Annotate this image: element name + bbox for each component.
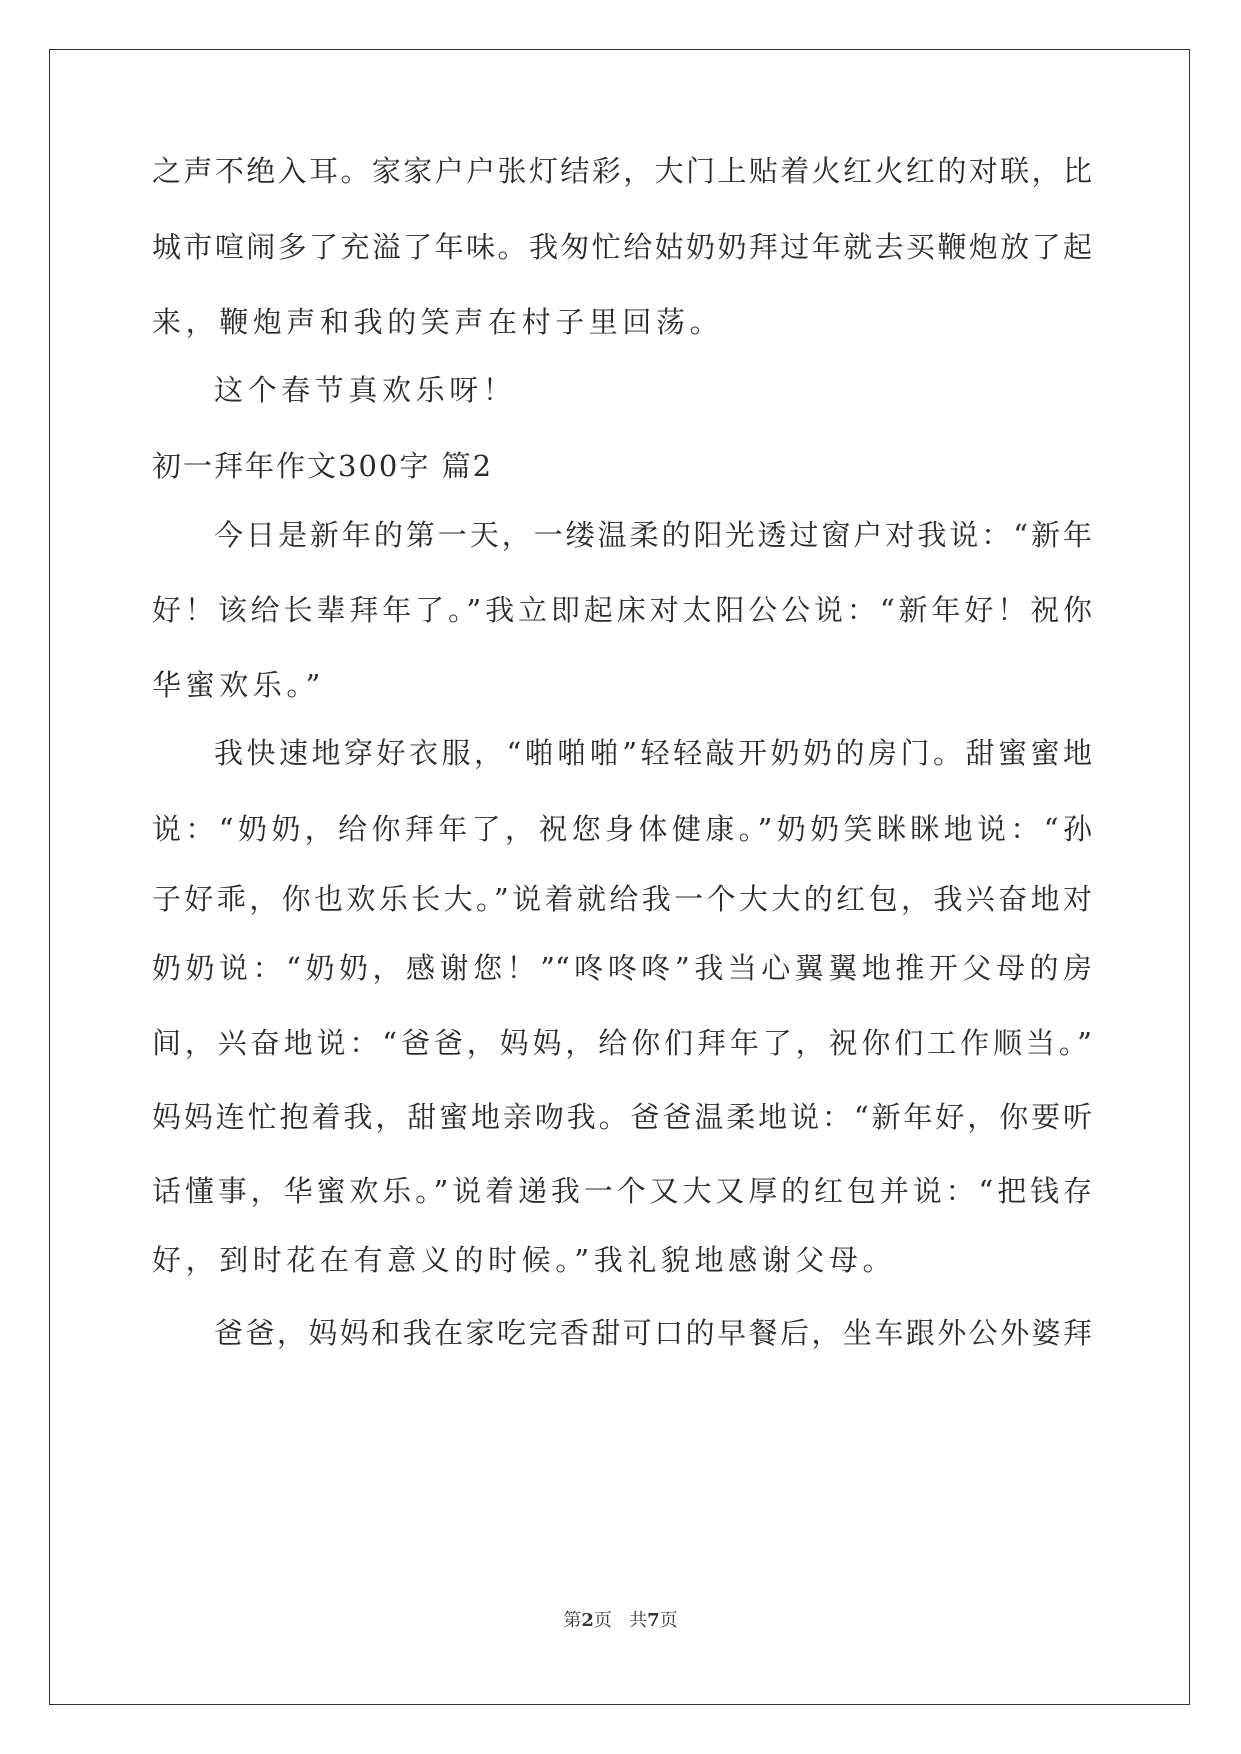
- body-line: 话懂事，华蜜欢乐。”说着递我一个又大又厚的红包并说：“把钱存: [152, 1174, 1092, 1208]
- section-heading: 初一拜年作文300字 篇2: [152, 449, 494, 483]
- body-line: 这个春节真欢乐呀！: [214, 373, 517, 407]
- body-line: 妈妈连忙抱着我，甜蜜地亲吻我。爸爸温柔地说：“新年好，你要听: [152, 1100, 1092, 1134]
- page-border: [49, 49, 1190, 1705]
- total-suffix: 页: [659, 1610, 678, 1631]
- page-prefix: 第: [563, 1610, 582, 1631]
- body-line: 我快速地穿好衣服，“啪啪啪”轻轻敲开奶奶的房门。甜蜜蜜地: [214, 736, 1092, 770]
- body-line: 间，兴奋地说：“爸爸，妈妈，给你们拜年了，祝你们工作顺当。”: [152, 1026, 1092, 1060]
- current-page-number: 2: [581, 1610, 594, 1631]
- body-line: 好，到时花在有意义的时候。”我礼貌地感谢父母。: [152, 1243, 897, 1277]
- body-line: 说：“奶奶，给你拜年了，祝您身体健康。”奶奶笑眯眯地说：“孙: [152, 812, 1092, 846]
- body-line: 爸爸，妈妈和我在家吃完香甜可口的早餐后，坐车跟外公外婆拜: [214, 1316, 1092, 1350]
- page-footer: [0, 1609, 1241, 1633]
- body-line: 之声不绝入耳。家家户户张灯结彩，大门上贴着火红火红的对联，比: [152, 154, 1092, 188]
- body-line: 今日是新年的第一天，一缕温柔的阳光透过窗户对我说：“新年: [214, 518, 1092, 552]
- total-page-number: 7: [647, 1610, 660, 1631]
- body-line: 好！该给长辈拜年了。”我立即起床对太阳公公说：“新年好！祝你: [152, 593, 1092, 627]
- page-suffix: 页: [593, 1610, 612, 1631]
- body-line: 华蜜欢乐。”: [152, 668, 325, 702]
- body-line: 子好乖，你也欢乐长大。”说着就给我一个大大的红包，我兴奋地对: [152, 882, 1092, 916]
- body-line: 奶奶说：“奶奶，感谢您！”“咚咚咚”我当心翼翼地推开父母的房: [152, 951, 1092, 985]
- body-line: 来，鞭炮声和我的笑声在村子里回荡。: [152, 305, 724, 339]
- total-prefix: 共: [629, 1610, 648, 1631]
- body-line: 城市喧闹多了充溢了年味。我匆忙给姑奶奶拜过年就去买鞭炮放了起: [152, 230, 1092, 264]
